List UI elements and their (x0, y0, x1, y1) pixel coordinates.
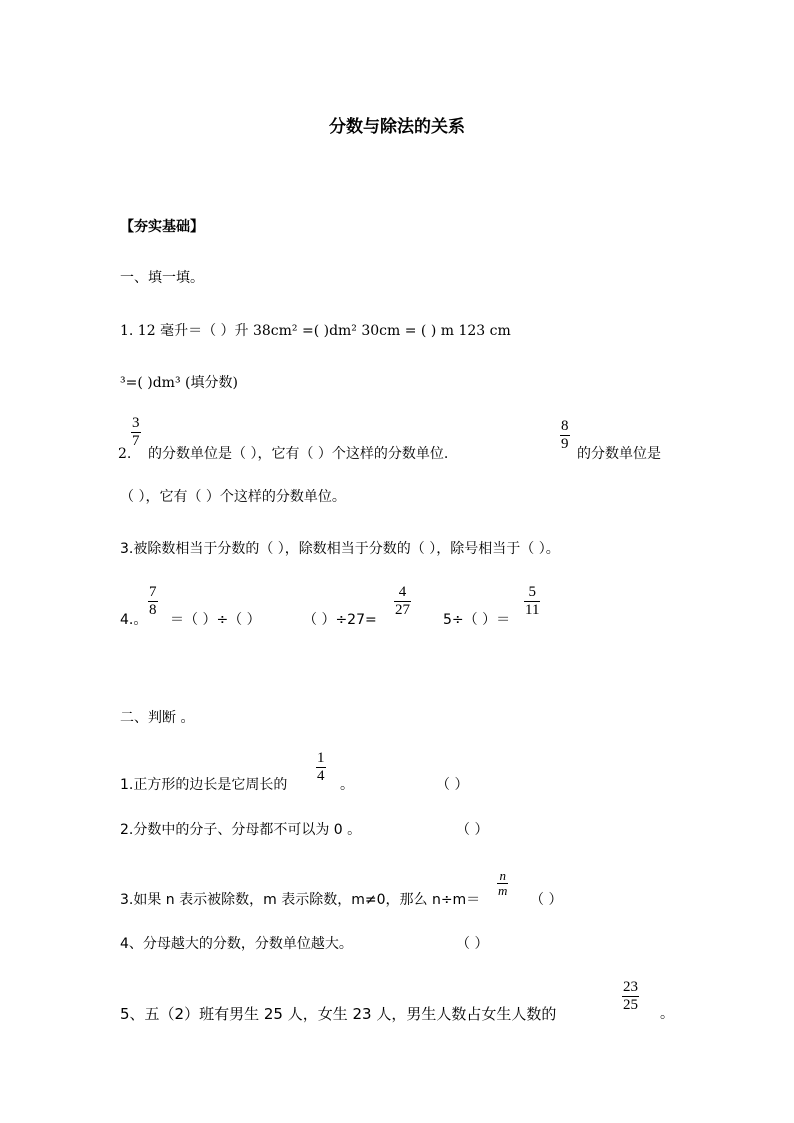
q4-fraction-c-numerator: 5 (528, 584, 536, 600)
q4-text-a: ＝（ ）÷（ ） (170, 612, 261, 628)
j1-period: 。 (340, 777, 354, 793)
q2-fraction-b (560, 418, 570, 453)
j5-text: 5、五（2）班有男生 25 人，女生 23 人，男生人数占女生人数的 (120, 1005, 557, 1023)
q4-prefix: 4.。 (120, 612, 148, 628)
q4-text-c: 5÷（ ）＝ (443, 612, 511, 628)
j5-fraction (622, 979, 639, 1014)
j1-fraction (316, 750, 326, 785)
j2-answer-paren: （ ） (456, 822, 489, 838)
q2-fraction-a-denominator: 7 (132, 433, 140, 449)
j4-answer-paren: （ ） (456, 936, 489, 952)
q2-text-a: 的分数单位是（ ），它有（ ）个这样的分数单位. (148, 446, 449, 462)
q4-fraction-a (148, 584, 158, 619)
q4-fraction-b (394, 584, 411, 619)
q2-fraction-b-denominator: 9 (561, 436, 569, 452)
j3-fraction-denominator: m (498, 883, 508, 898)
q2-fraction-a (131, 415, 141, 450)
q2-fraction-a-numerator: 3 (132, 415, 140, 431)
page-title: 分数与除法的关系 (329, 117, 465, 137)
j5-fraction-numerator: 23 (623, 979, 638, 995)
q4-text-b: （ ）÷27= (303, 612, 377, 628)
j1-fraction-numerator: 1 (317, 750, 325, 766)
q4-fraction-a-denominator: 8 (149, 602, 157, 618)
q4-fraction-a-numerator: 7 (149, 584, 157, 600)
j1-text: 1.正方形的边长是它周长的 (120, 777, 288, 793)
q4-fraction-c (524, 584, 540, 619)
j1-answer-paren: （ ） (436, 777, 469, 793)
j3-fraction-numerator: n (499, 868, 506, 883)
q2-text-b: 的分数单位是 (577, 446, 661, 462)
j4-text: 4、分母越大的分数，分数单位越大。 (120, 936, 353, 952)
q3-text: 3.被除数相当于分数的（ ），除数相当于分数的（ ），除号相当于（ ）。 (120, 541, 560, 557)
q2-prefix: 2. (118, 446, 132, 462)
q4-fraction-b-numerator: 4 (398, 584, 407, 600)
j1-fraction-denominator: 4 (317, 768, 325, 784)
q1-line1: 1. 12 毫升＝（ ）升 38cm² =( )dm² 30cm = ( ) m 123 cm (120, 323, 511, 339)
q4-fraction-c-denominator: 11 (525, 602, 540, 618)
j3-answer-paren: （ ） (530, 892, 563, 908)
j2-text: 2.分数中的分子、分母都不可以为 0 。 (120, 822, 362, 838)
q4-fraction-b-denominator: 27 (395, 602, 410, 618)
section-label: 【夯实基础】 (120, 219, 204, 235)
q2-line2: （ ），它有（ ）个这样的分数单位。 (120, 489, 346, 505)
q2-fraction-b-numerator: 8 (561, 418, 569, 434)
j3-fraction (497, 869, 508, 898)
j3-text: 3.如果 n 表示被除数，m 表示除数，m≠0，那么 n÷m＝ (120, 892, 481, 908)
part2-heading: 二、判断 。 (120, 710, 195, 726)
q1-line2: ³=( )dm³ (填分数) (120, 375, 238, 391)
j5-period: 。 (660, 1006, 674, 1022)
j5-fraction-denominator: 25 (623, 997, 638, 1013)
part1-heading: 一、填一填。 (120, 270, 204, 286)
